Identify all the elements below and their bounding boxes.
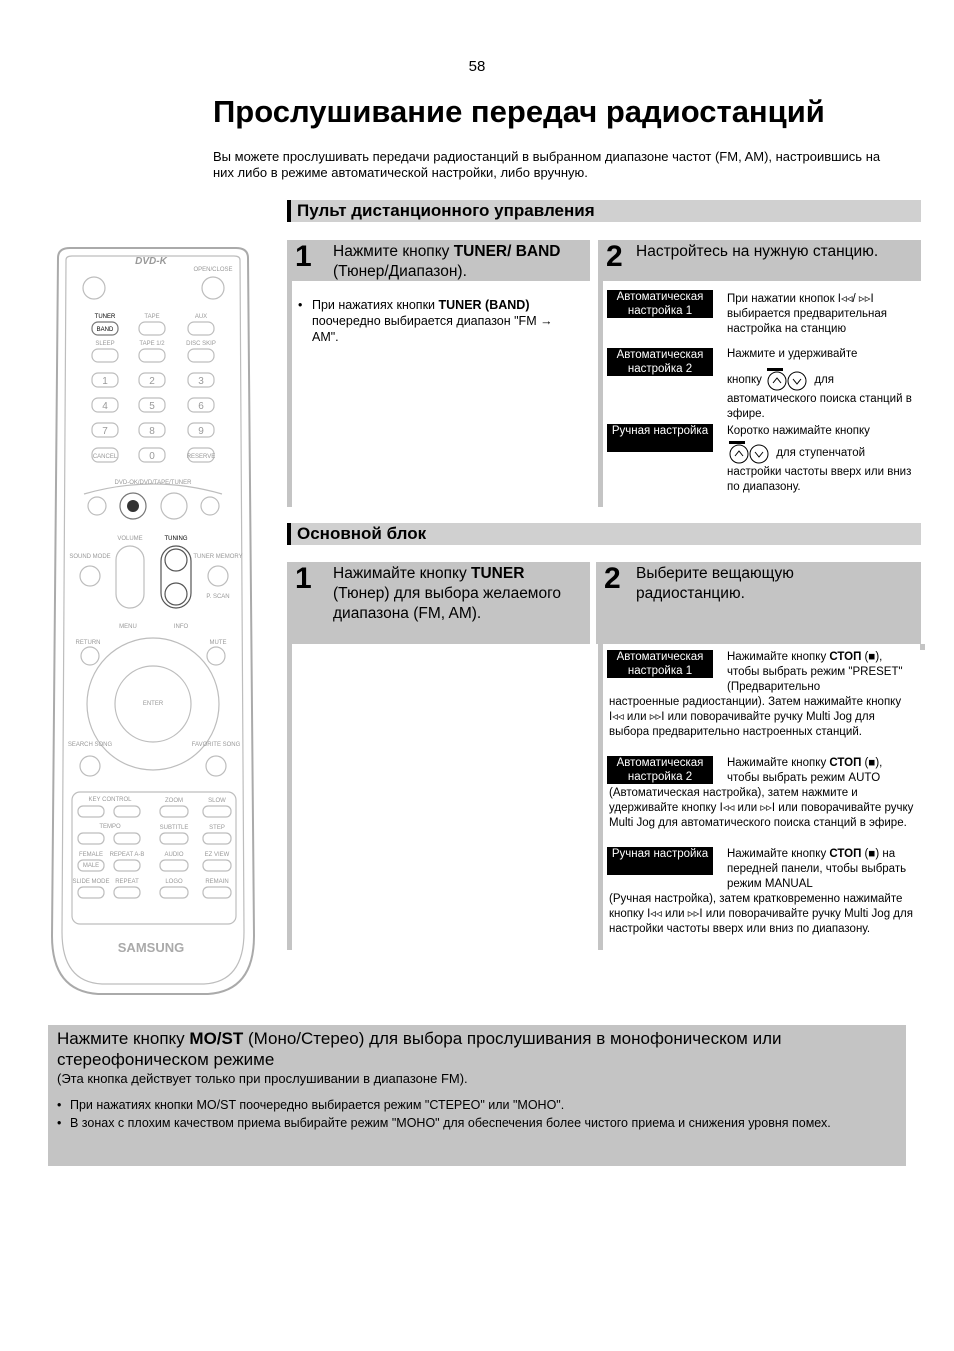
svg-text:VOLUME: VOLUME: [117, 536, 143, 542]
svg-text:9: 9: [198, 426, 204, 437]
svg-text:REMAIN: REMAIN: [205, 879, 229, 885]
svg-text:ENTER: ENTER: [142, 701, 164, 707]
svg-text:SLEEP: SLEEP: [95, 341, 115, 347]
svg-text:TAPE: TAPE: [144, 314, 160, 320]
step-number: 2: [604, 562, 621, 595]
mono-stereo-note: (Эта кнопка действует только при прослушивании в диапазоне FM).: [57, 1071, 468, 1086]
step-text: Настройтесь на нужную станцию.: [636, 243, 879, 260]
tuning-up-down-icon: [727, 441, 773, 465]
step-text: Нажмите кнопку TUNER/ BAND (Тюнер/Диапазон).: [333, 243, 561, 280]
svg-text:AUDIO: AUDIO: [164, 852, 184, 858]
section-main-unit-heading: Основной блок: [287, 523, 921, 545]
step-text: Выберите вещающую радиостанцию.: [636, 565, 794, 602]
svg-text:STEP: STEP: [209, 825, 225, 831]
svg-text:TUNING: TUNING: [164, 536, 188, 542]
svg-text:DISC SKIP: DISC SKIP: [186, 341, 216, 347]
svg-text:REPEAT: REPEAT: [115, 879, 139, 885]
remote-step1-bullet: • При нажатиях кнопки TUNER (BAND) поочередно выбирается диапазон "FM → AM".: [298, 298, 553, 344]
auto-tuning-2-text: Нажмите и удерживайте кнопку для автоматического поиска станций в эфире.: [727, 348, 912, 420]
divider: [287, 281, 292, 507]
svg-text:SLOW: SLOW: [208, 798, 226, 804]
svg-text:INFO: INFO: [173, 624, 189, 630]
main-manual-text-bottom: (Ручная настройка), затем кратковременно нажимайте кнопку I◃◃ или ▹▹I или поворачивайте ручку Multi Jog для настройки частоты вверх или вниз по диапазону.: [609, 893, 913, 935]
svg-text:6: 6: [198, 401, 204, 412]
svg-text:RESERVE: RESERVE: [186, 454, 216, 460]
svg-text:DVD-OK/DVD/TAPE/TUNER: DVD-OK/DVD/TAPE/TUNER: [114, 480, 192, 486]
remote-samsung-logo: SAMSUNG: [117, 940, 185, 955]
auto-tuning-1-text: При нажатии кнопок I◃◃/ ▹▹I выбирается предварительная настройка на станцию: [727, 293, 888, 335]
svg-text:2: 2: [149, 376, 155, 387]
divider: [287, 644, 292, 950]
main-auto-1-text-bottom: настроенные радиостанции). Затем нажимайте кнопку I◃◃ или ▹▹I или поворачивайте ручку Multi Jog для выбора предварительно настроенных станций.: [609, 696, 902, 738]
svg-text:ZOOM: ZOOM: [165, 798, 183, 804]
svg-text:SEARCH SONG: SEARCH SONG: [67, 742, 113, 748]
svg-text:KEY CONTROL: KEY CONTROL: [88, 797, 132, 803]
svg-text:TUNER: TUNER: [94, 314, 116, 320]
svg-text:CANCEL: CANCEL: [92, 454, 118, 460]
svg-text:SUBTITLE: SUBTITLE: [159, 825, 189, 831]
mono-stereo-title: Нажмите кнопку MO/ST (Моно/Стерео) для выбора прослушивания в монофоническом или стереофоническом режиме: [57, 1029, 782, 1069]
mono-stereo-box: [48, 1025, 906, 1166]
list-item: • В зонах с плохим качеством приема выбирайте режим "МОНО" для обеспечения более чистого приема и снижения уровня помех.: [57, 1116, 831, 1130]
svg-text:0: 0: [149, 451, 155, 462]
svg-text:LOGO: LOGO: [165, 879, 183, 885]
svg-text:SLIDE MODE: SLIDE MODE: [72, 879, 110, 885]
svg-text:5: 5: [149, 401, 155, 412]
list-item: • При нажатиях кнопки MO/ST поочередно выбирается режим "СТЕРЕО" или "МОНО".: [57, 1098, 565, 1112]
auto-tuning-1-label: Автоматическая настройка 1: [607, 290, 713, 318]
svg-text:7: 7: [102, 426, 108, 437]
svg-text:MUTE: MUTE: [209, 640, 227, 646]
svg-text:1: 1: [102, 376, 108, 387]
auto-tuning-1-label: Автоматическая настройка 1: [607, 650, 713, 678]
step-number: 2: [606, 240, 623, 273]
svg-text:OPEN/CLOSE: OPEN/CLOSE: [193, 267, 233, 273]
svg-text:4: 4: [102, 401, 108, 412]
main-auto-1-text-top: Нажимайте кнопку СТОП (■), чтобы выбрать режим "PRESET" (Предварительно: [727, 651, 903, 693]
divider: [920, 644, 925, 650]
svg-text:TAPE 1/2: TAPE 1/2: [139, 341, 165, 347]
svg-text:FEMALE: FEMALE: [78, 852, 104, 858]
svg-text:BAND: BAND: [96, 327, 114, 333]
svg-text:P. SCAN: P. SCAN: [206, 594, 230, 600]
remote-brand-logo: DVD-K: [135, 256, 167, 267]
page-number: 58: [468, 58, 486, 75]
main-manual-text-top: Нажимайте кнопку СТОП (■) на передней панели, чтобы выбрать режим MANUAL: [727, 848, 907, 890]
remote-step1-header: [287, 240, 590, 281]
svg-text:REPEAT A-B: REPEAT A-B: [109, 852, 145, 858]
manual-tuning-text: Коротко нажимайте кнопку для ступенчатой настройки частоты вверх или вниз по диапазону.: [727, 425, 912, 493]
svg-text:TEMPO: TEMPO: [99, 824, 121, 830]
svg-text:EZ VIEW: EZ VIEW: [204, 852, 230, 858]
auto-tuning-2-label: Автоматическая настройка 2: [607, 348, 713, 376]
main-auto-2-text-bottom: (Автоматическая настройка), затем нажмите и удерживайте кнопку I◃◃ или ▹▹I или поворачивайте ручку Multi Jog для автоматического поиска станций в эфире.: [609, 787, 914, 829]
svg-text:TUNER MEMORY: TUNER MEMORY: [193, 554, 243, 560]
section-remote-heading: Пульт дистанционного управления: [287, 200, 921, 222]
svg-text:RETURN: RETURN: [75, 640, 101, 646]
svg-text:MENU: MENU: [119, 624, 137, 630]
step-number: 1: [295, 562, 312, 595]
manual-tuning-label: Ручная настройка: [607, 847, 713, 875]
main-auto-2-text-top: Нажимайте кнопку СТОП (■), чтобы выбрать режим AUTO: [727, 757, 883, 784]
main-step1-header: [287, 562, 590, 644]
svg-text:FAVORITE SONG: FAVORITE SONG: [191, 742, 241, 748]
manual-tuning-label: Ручная настройка: [607, 424, 713, 452]
step-text: Нажимайте кнопку TUNER (Тюнер) для выбора желаемого диапазона (FM, AM).: [333, 565, 562, 622]
mono-stereo-bullets: [57, 1097, 887, 1131]
remote-step2-header: [598, 240, 921, 281]
svg-text:AUX: AUX: [194, 314, 208, 320]
svg-text:MALE: MALE: [82, 863, 100, 869]
svg-text:3: 3: [198, 376, 204, 387]
divider: [598, 281, 603, 507]
step-number: 1: [295, 240, 312, 273]
main-step2-header: [596, 562, 921, 644]
intro-text: Вы можете прослушивать передачи радиостанций в выбранном диапазоне частот (FM, AM), настроившись на них либо в режиме автоматической настройки, либо вручную.: [213, 149, 881, 180]
page-title: Прослушивание передач радиостанций: [213, 94, 825, 129]
svg-text:8: 8: [149, 426, 155, 437]
svg-text:SOUND MODE: SOUND MODE: [69, 554, 111, 560]
tuning-up-down-icon: [765, 368, 811, 392]
auto-tuning-2-label: Автоматическая настройка 2: [607, 756, 713, 784]
remote-control-illustration: [48, 246, 258, 996]
divider: [598, 644, 603, 950]
